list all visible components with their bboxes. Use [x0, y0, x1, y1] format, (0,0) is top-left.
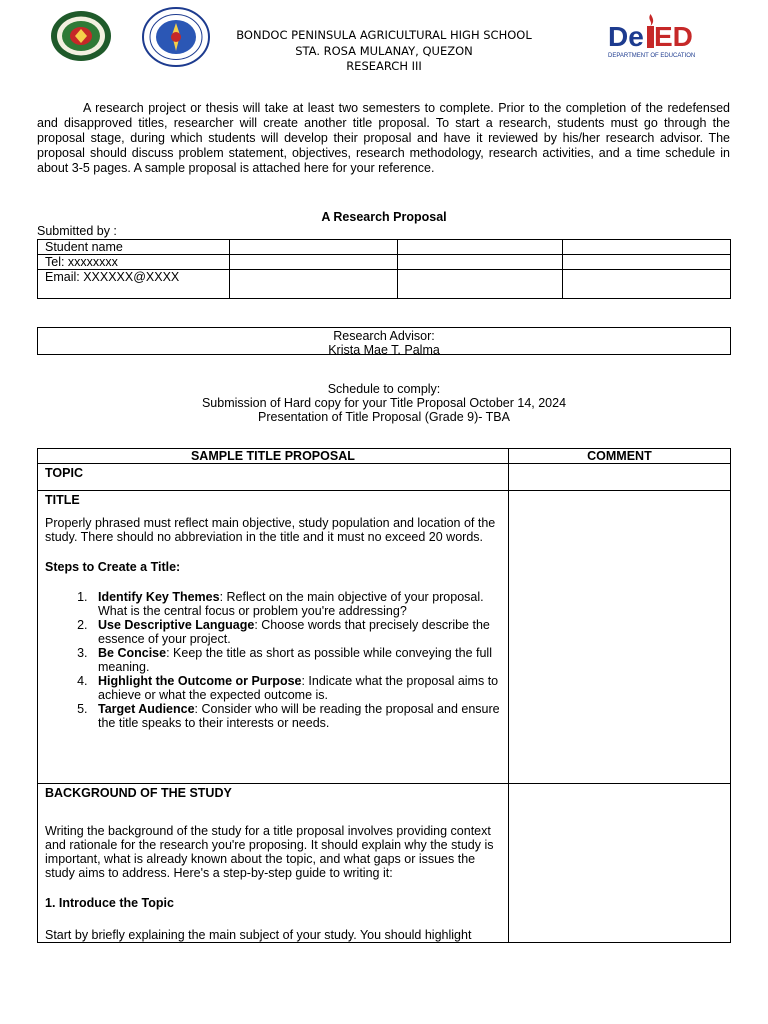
sub-heading: 1. Introduce the Topic [45, 896, 174, 910]
table-row [38, 255, 731, 270]
svg-text:ED: ED [654, 21, 693, 52]
table-header-row [38, 449, 731, 464]
comment-cell[interactable] [508, 464, 730, 491]
list-item: 2. Use Descriptive Language: Choose words that precisely describe the essence of your project. [91, 618, 501, 646]
student-cell[interactable] [229, 270, 397, 299]
school-address: STA. ROSA MULANAY, QUEZON [295, 43, 473, 58]
school-header [200, 28, 568, 75]
comment-cell[interactable] [508, 784, 730, 943]
intro-paragraph [37, 101, 730, 176]
subject-title: RESEARCH III [346, 59, 422, 73]
student-info-table [37, 239, 731, 299]
tel-cell[interactable]: Tel: xxxxxxxx [38, 255, 230, 270]
student-cell[interactable] [563, 270, 731, 299]
advisor-name: Krista Mae T. Palma [328, 343, 440, 357]
table-row [38, 464, 731, 491]
student-cell[interactable] [563, 240, 731, 255]
deped-torch-icon [606, 12, 706, 60]
title-label: TITLE [45, 493, 80, 507]
student-name-cell[interactable]: Student name [38, 240, 230, 255]
column-header-proposal: SAMPLE TITLE PROPOSAL [38, 449, 509, 464]
table-row [38, 270, 731, 299]
list-item: 4. Highlight the Outcome or Purpose: Indicate what the proposal aims to achieve or what the expected outcome is. [91, 674, 501, 702]
schedule-line-1: Submission of Hard copy for your Title Proposal October 14, 2024 [201, 396, 567, 410]
student-cell[interactable] [397, 255, 563, 270]
steps-list [45, 590, 501, 730]
schedule-label: Schedule to comply: [327, 382, 441, 396]
list-item: 1. Identify Key Themes: Reflect on the main objective of your proposal. What is the central focus or problem you're addressing? [91, 590, 501, 618]
background-heading: BACKGROUND OF THE STUDY [45, 786, 232, 800]
schedule-block [0, 382, 768, 424]
school-seal-logo [50, 10, 112, 62]
student-cell[interactable] [229, 255, 397, 270]
topic-label: TOPIC [45, 466, 83, 480]
list-item: 3. Be Concise: Keep the title as short as possible while conveying the full meaning. [91, 646, 501, 674]
comment-cell[interactable] [508, 491, 730, 784]
background-text: Writing the background of the study for a title proposal involves providing context and rationale for the research you're proposing. It should explain why the study is important, what is already known about the topic, and what gaps or issues the study aims to address. Here's a step-by-step guide to writing it: [45, 824, 494, 880]
student-cell[interactable] [397, 240, 563, 255]
sub-text: Start by briefly explaining the main subject of your study. You should highlight [45, 928, 472, 942]
intro-text: A research project or thesis will take at least two semesters to complete. Prior to the completion of the redefensed and disapproved titles, researcher will create another title proposal. To start a research, students must go through the proposal stage, during which students will develop their proposal and have it reviewed by his/her research advisor. The proposal should discuss problem statement, objectives, research methodology, research activities, and a time schedule in about 3-5 pages. A sample proposal is attached here for your reference. [37, 101, 730, 175]
student-cell[interactable] [229, 240, 397, 255]
table-row [38, 240, 731, 255]
svg-text:DEPARTMENT OF EDUCATION: DEPARTMENT OF EDUCATION [608, 53, 696, 59]
table-row [38, 784, 731, 943]
column-header-comment: COMMENT [508, 449, 730, 464]
advisor-box [37, 327, 731, 355]
list-item: 5. Target Audience: Consider who will be reading the proposal and ensure the title speaks to their interests or needs. [91, 702, 501, 730]
submitted-by-label: Submitted by : [37, 224, 117, 238]
table-row [38, 491, 731, 784]
student-cell[interactable] [563, 255, 731, 270]
sample-proposal-table [37, 448, 731, 943]
student-cell[interactable] [397, 270, 563, 299]
advisor-label: Research Advisor: [333, 329, 435, 343]
svg-text:De: De [608, 21, 644, 52]
school-name: BONDOC PENINSULA AGRICULTURAL HIGH SCHOOL [236, 28, 532, 42]
deped-logo [606, 12, 706, 60]
steps-heading: Steps to Create a Title: [45, 560, 181, 574]
email-cell[interactable]: Email: XXXXXX@XXXX [38, 270, 230, 299]
proposal-title: A Research Proposal [321, 210, 447, 224]
title-description: Properly phrased must reflect main objective, study population and location of the study. There should no abbreviation in the title and it must no exceed 20 words. [45, 516, 496, 544]
schedule-line-2: Presentation of Title Proposal (Grade 9)- TBA [258, 410, 510, 424]
